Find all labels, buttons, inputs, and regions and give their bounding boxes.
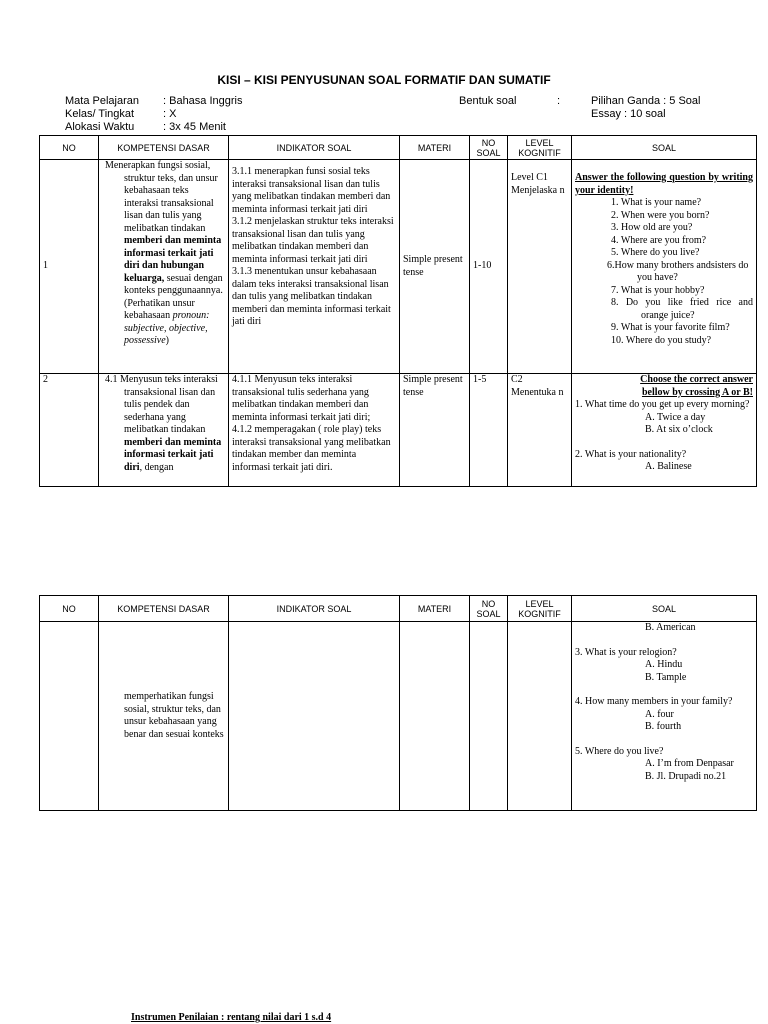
list-item: 6.How many brothers andsisters do you have? (607, 259, 749, 283)
row2-no: 2 (40, 374, 99, 487)
row2-q1-option-a: A. Twice a day (645, 411, 706, 423)
table-row (40, 160, 757, 374)
header-indikator: INDIKATOR SOAL (229, 136, 400, 160)
list-item: 4. Where are you from? (611, 234, 707, 246)
mapel-value: : Bahasa Inggris (163, 95, 243, 107)
row1-kd-italic: pronoun: subjective, objective, possessive (124, 310, 210, 346)
header-no-soal: NO SOAL (470, 136, 508, 160)
row2-kd-text: 4.1 Menyusun teks interaksi transaksional lisan dan tulis pendek dan sederhana yang melibatkan tindakan (105, 374, 218, 435)
row2-soal (572, 374, 757, 487)
row3-question-4: 4. How many members in your family? (575, 696, 733, 707)
row1-kd (99, 160, 229, 374)
row1-question-list (575, 197, 753, 347)
header-soal: SOAL (572, 596, 757, 622)
row3-materi (400, 622, 470, 811)
row2-question-1: 1. What time do you get up every morning? (575, 399, 750, 410)
row3-question-5: 5. Where do you live? (575, 745, 664, 757)
list-item: 9. What is your favorite film? (611, 322, 730, 333)
row3-q5-option-a: A. I’m from Denpasar (645, 758, 734, 769)
row3-q5-option-b: B. Jl. Drupadi no.21 (645, 770, 727, 782)
row2-materi: Simple present tense (400, 374, 470, 487)
row1-no: 1 (40, 160, 99, 374)
header-kd: KOMPETENSI DASAR (99, 596, 229, 622)
alokasi-label: Alokasi Waktu (65, 121, 135, 133)
document-title: KISI – KISI PENYUSUNAN SOAL FORMATIF DAN SUMATIF (217, 73, 551, 87)
row3-kd: memperhatikan fungsi sosial, struktur teks, dan unsur kebahasaan yang benar dan sesuai konteks (99, 622, 229, 811)
list-item: 5. Where do you live? (611, 247, 700, 258)
header-materi: MATERI (400, 136, 470, 160)
list-item: 1. What is your name? (611, 197, 702, 208)
mapel-label: Mata Pelajaran (65, 95, 139, 107)
header-no-soal: NO SOAL (470, 596, 508, 622)
row1-level: Level C1 Menjelaska n (508, 160, 572, 374)
footer-instrumen-penilaian: Instrumen Penilaian : rentang nilai dari 1 s.d 4 (131, 1012, 332, 1023)
meta-left-labels (65, 95, 139, 134)
row2-kd (99, 374, 229, 487)
row2-soal-heading-1: Choose the correct answer (640, 374, 753, 385)
kisi-table-2 (39, 595, 757, 811)
row1-soal-heading: Answer the following question by writing your identity! (575, 172, 753, 196)
indikator-item: 3.1.2 menjelaskan struktur teks interaksi transaksional lisan dan tulis yang melibatkan tindakan memberi dan meminta informasi terkait jati diri (232, 216, 394, 265)
list-item: 7. What is your hobby? (611, 284, 705, 296)
alokasi-value: : 3x 45 Menit (163, 121, 226, 133)
essay: Essay : 10 soal (591, 108, 666, 120)
row1-kd-text: Menerapkan fungsi sosial, struktur teks, dan unsur kebahasaan teks interaksi transaksional lisan dan tulis yang melibatkan tindakan (105, 160, 218, 234)
row1-no-soal: 1-10 (470, 160, 508, 374)
row3-soal (572, 622, 757, 811)
meta-left-values (163, 95, 243, 134)
row1-materi: Simple present tense (400, 160, 470, 374)
row3-q3-option-b: B. Tample (645, 671, 687, 683)
list-item: 8. Do you like fried rice and orange juice? (611, 297, 753, 321)
bentuk-soal-values (591, 95, 700, 121)
row2-kd-text-2: , dengan (139, 461, 174, 473)
row3-no-soal (470, 622, 508, 811)
row2-soal-heading-2: bellow by crossing A or B! (641, 386, 753, 398)
indikator-item: 3.1.3 menentukan unsur kebahasaan dalam teks interaksi transaksional lisan dan tulis yang melibatkan tindakan memberi dan meminta informasi terkait jati diri (232, 266, 391, 327)
row2-level: C2 Menentuka n (508, 374, 572, 487)
row3-q3-option-a: A. Hindu (645, 659, 683, 670)
table-header-row (40, 136, 757, 160)
table-row (40, 374, 757, 487)
row1-soal (572, 160, 757, 374)
row2-no-soal: 1-5 (470, 374, 508, 487)
row1-indikator (229, 160, 400, 374)
list-item: 10. Where do you study? (611, 334, 712, 346)
row3-indikator (229, 622, 400, 811)
header-soal: SOAL (572, 136, 757, 160)
row2-kd-bold: memberi dan meminta informasi terkait jati diri (124, 436, 222, 473)
row3-no (40, 622, 99, 811)
row3-q4-option-b: B. fourth (645, 721, 682, 732)
bentuk-soal-colon: : (557, 95, 561, 107)
table-header-row (40, 596, 757, 622)
row2-question-2: 2. What is your nationality? (575, 448, 687, 460)
indikator-item: 4.1.2 memperagakan ( role play) teks interaksi transaksional yang melibatkan tindakan member dan meminta informasi terkait jati diri. (232, 424, 391, 473)
header-level: LEVEL KOGNITIF (508, 596, 572, 622)
row3-q4-option-a: A. four (645, 708, 674, 720)
row3-question-3: 3. What is your relogion? (575, 646, 677, 658)
indikator-item: 4.1.1 Menyusun teks interaksi transaksional tulis sederhana yang melibatkan tindakan memberi dan meminta informasi terkait jati diri; (232, 374, 371, 423)
header-level: LEVEL KOGNITIF (508, 136, 572, 160)
list-item: 3. How old are you? (611, 222, 693, 233)
header-no: NO (40, 136, 99, 160)
row3-level (508, 622, 572, 811)
row1-kd-bold: memberi dan meminta informasi terkait jati diri dan hubungan keluarga, (124, 235, 222, 284)
row1-kd-close: ) (165, 335, 170, 346)
pilihan-ganda: Pilihan Ganda : 5 Soal (591, 95, 701, 107)
header-kd: KOMPETENSI DASAR (99, 136, 229, 160)
row2-q1-option-b: B. At six o’clock (645, 424, 713, 435)
list-item: 2. When were you born? (611, 209, 710, 221)
kisi-table-1 (39, 135, 757, 487)
header-indikator: INDIKATOR SOAL (229, 596, 400, 622)
kelas-label: Kelas/ Tingkat (65, 108, 135, 120)
indikator-item: 3.1.1 menerapkan funsi sosial teks interaksi transaksional lisan dan tulis yang melibatkan tindakan memberi dan meminta informasi terkait jati diri (232, 166, 391, 215)
row1-kd-text-2: sesuai dengan konteks penggunaannya. (Perhatikan unsur kebahasaan (124, 272, 223, 321)
header-materi: MATERI (400, 596, 470, 622)
row2-q2-option-a: A. Balinese (645, 461, 692, 472)
header-no: NO (40, 596, 99, 622)
row3-q2-option-b: B. American (645, 622, 696, 633)
table-row (40, 622, 757, 811)
bentuk-soal-label: Bentuk soal (459, 95, 517, 107)
row2-indikator (229, 374, 400, 487)
kelas-value: : X (163, 108, 177, 120)
